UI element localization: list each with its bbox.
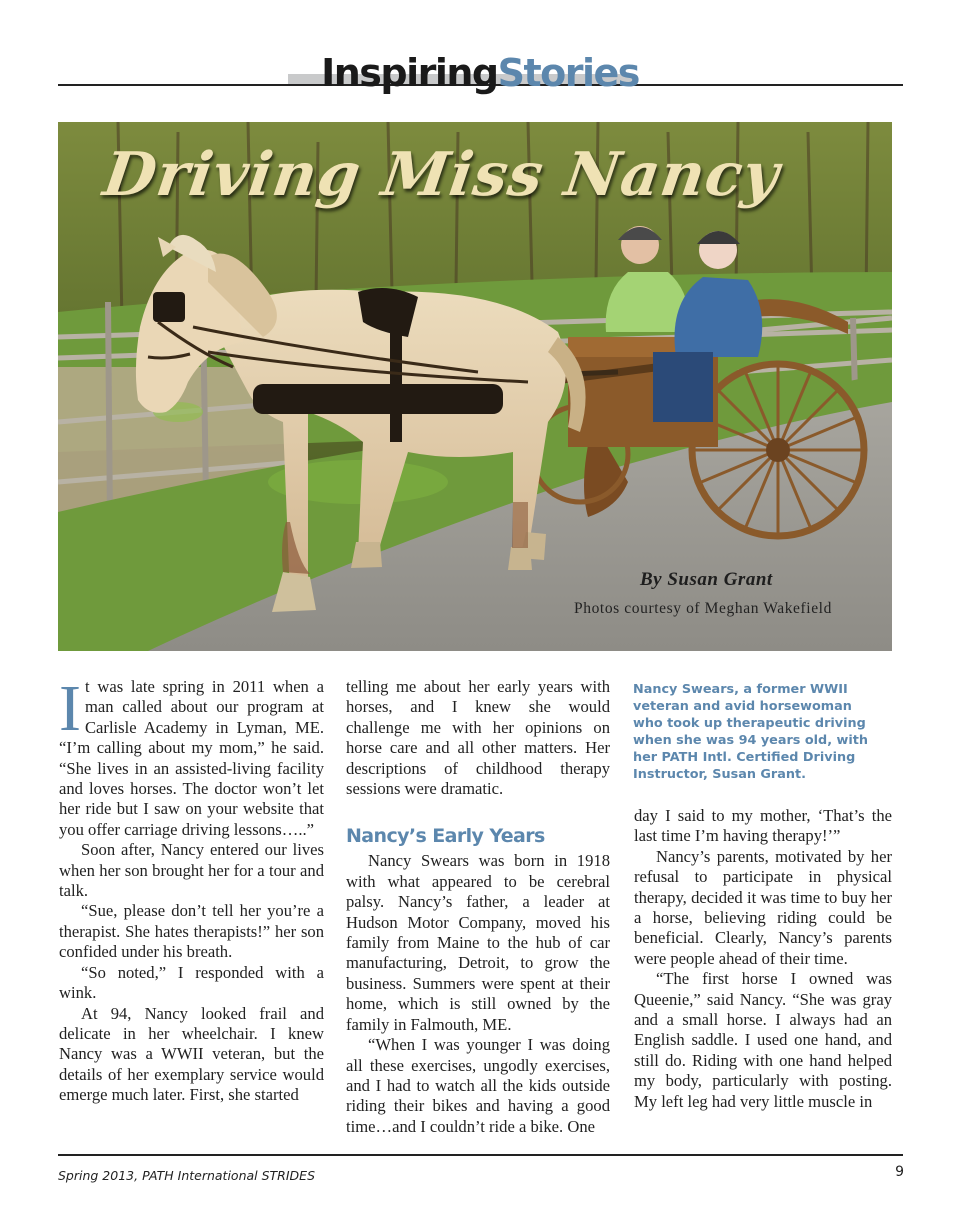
paragraph: “Sue, please don’t tell her you’re a therapist. She hates therapists!” her son confided under his breath. xyxy=(59,901,324,962)
article-column-1 xyxy=(59,672,324,1106)
section-title-part2: Stories xyxy=(497,51,639,95)
paragraph: “When I was younger I was doing all these exercises, ungodly exercises, and I had to watch all the kids outside riding their bikes and having a good time…and I couldn’t ride a bike. One xyxy=(346,1035,610,1136)
paragraph: “So noted,” I responded with a wink. xyxy=(59,962,324,1003)
paragraph-text: t was late spring in 2011 when a man called about our program at Carlisle Academy in Lyman, ME. “I’m calling about my mom,” he said. “She lives in an assisted-living facility and loves horses. The doctor won’t let her ride but I saw on your website that you offer carriage driving lessons…..” xyxy=(59,677,324,839)
paragraph: Soon after, Nancy entered our lives when her son brought her for a tour and talk. xyxy=(59,840,324,901)
page-number: 9 xyxy=(895,1164,904,1180)
paragraph: day I said to my mother, ‘That’s the last time I’m having therapy!’” xyxy=(634,806,892,846)
article-title: Driving Miss Nancy xyxy=(99,140,784,210)
paragraph: Nancy Swears was born in 1918 with what appeared to be cerebral palsy. Nancy’s father, a leader at Hudson Motor Company, moved his family from Maine to the hub of car manufacturing, Detroit, to grow the business. Summers were spent at their home, which is still owned by the family in Falmouth, ME. xyxy=(346,851,610,1034)
article-column-3 xyxy=(634,806,892,1112)
photo-caption: Nancy Swears, a former WWII veteran and avid horsewoman who took up therapeutic driving when she was 94 years old, with her PATH Intl. Certified Driving Instructor, Susan Grant. xyxy=(633,682,868,782)
section-title xyxy=(0,50,960,96)
section-header xyxy=(0,0,960,100)
footer-rule xyxy=(58,1154,903,1156)
article-column-2 xyxy=(346,677,610,1137)
paragraph: “The first horse I owned was Queenie,” said Nancy. “She was gray and a small horse. I always had an English saddle. I used one hand, and still do. Riding with one hand helped my body, particularly with posting. My left leg had very little muscle in xyxy=(634,969,892,1111)
drop-cap: I xyxy=(59,672,81,745)
paragraph: At 94, Nancy looked frail and delicate in her wheelchair. I knew Nancy was a WWII veteran, but the details of her exemplary service would emerge much later. First, she started xyxy=(59,1003,324,1105)
paragraph: telling me about her early years with horses, and I knew she would challenge me with her opinions on horse care and all other matters. Her descriptions of childhood therapy sessions were dramatic. xyxy=(346,677,610,799)
photo-credit: Photos courtesy of Meghan Wakefield xyxy=(574,600,832,617)
byline: By Susan Grant xyxy=(640,569,773,590)
paragraph: Nancy’s parents, motivated by her refusal to participate in physical therapy, decided it was time to buy her a horse, believing riding could be beneficial. Clearly, Nancy’s parents were people ahead of their time. xyxy=(634,846,892,968)
section-subhead: Nancy’s Early Years xyxy=(346,825,545,848)
opening-paragraph xyxy=(59,672,324,840)
section-title-part1: Inspiring xyxy=(321,51,498,95)
footer-publication: Spring 2013, PATH International STRIDES xyxy=(58,1168,316,1183)
